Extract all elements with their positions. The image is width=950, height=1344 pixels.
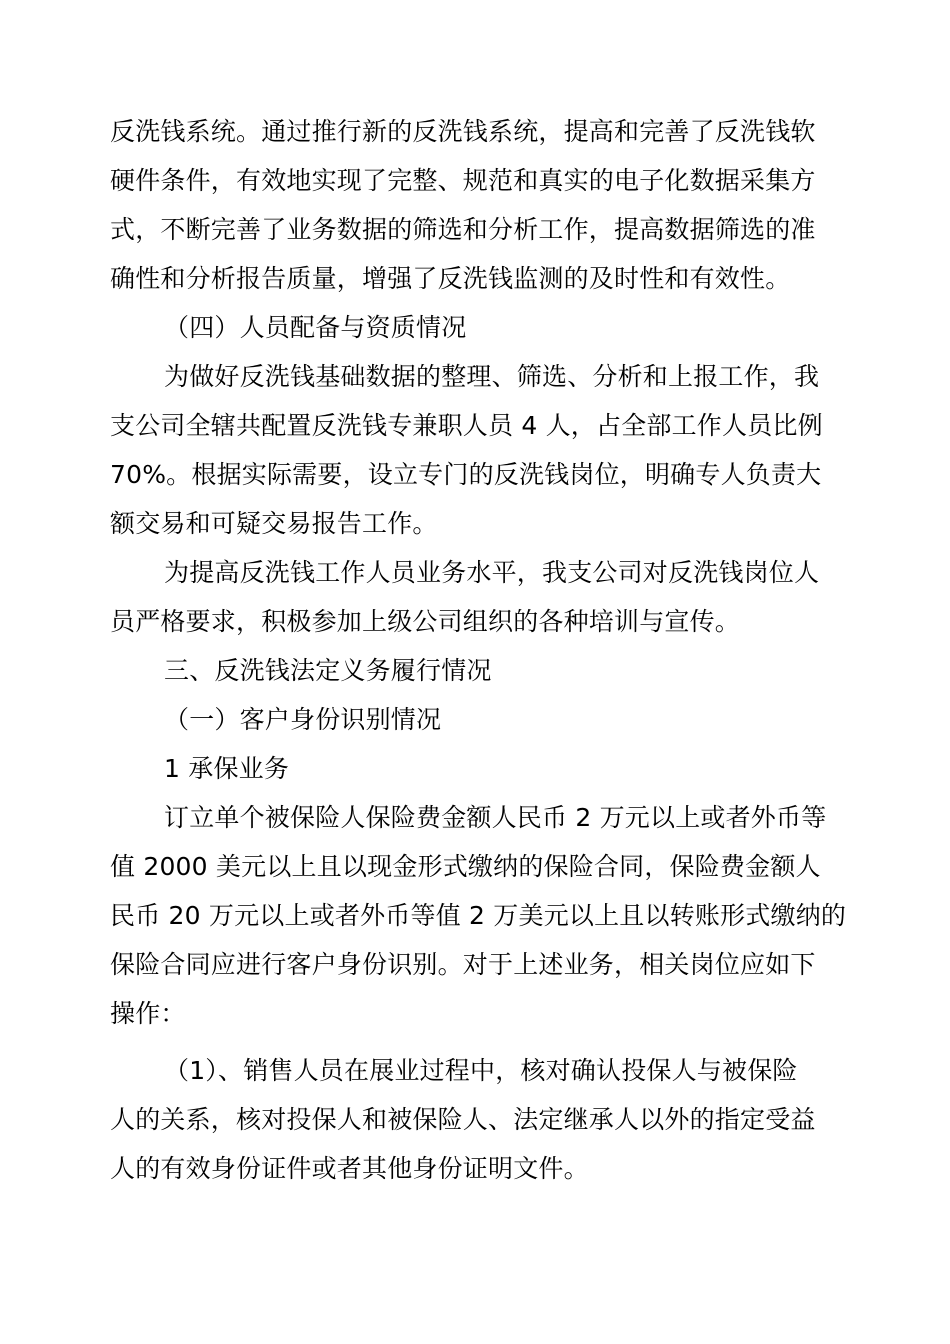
paragraph-line: 硬件条件，有效地实现了完整、规范和真实的电子化数据采集方 <box>110 166 816 195</box>
paragraph-line: 保险合同应进行客户身份识别。对于上述业务，相关岗位应如下 <box>110 950 816 979</box>
paragraph-line: 70%。根据实际需要，设立专门的反洗钱岗位，明确专人负责大 <box>110 460 822 489</box>
paragraph-line: 订立单个被保险人保险费金额人民币 2 万元以上或者外币等 <box>164 803 827 832</box>
section-heading: （四）人员配备与资质情况 <box>164 313 467 342</box>
section-heading: 三、反洗钱法定义务履行情况 <box>164 656 492 685</box>
paragraph-line: 人的有效身份证件或者其他身份证明文件。 <box>110 1154 589 1183</box>
paragraph-line: 值 2000 美元以上且以现金形式缴纳的保险合同，保险费金额人 <box>110 852 821 881</box>
paragraph-line: （1）、销售人员在展业过程中，核对确认投保人与被保险 <box>164 1056 798 1085</box>
paragraph-line: 支公司全辖共配置反洗钱专兼职人员 4 人，占全部工作人员比例 <box>110 411 823 440</box>
paragraph-line: 人的关系，核对投保人和被保险人、法定继承人以外的指定受益 <box>110 1105 816 1134</box>
paragraph-line: 员严格要求，积极参加上级公司组织的各种培训与宣传。 <box>110 607 741 636</box>
paragraph-line: 式，不断完善了业务数据的筛选和分析工作，提高数据筛选的准 <box>110 215 816 244</box>
subsection-heading: （一）客户身份识别情况 <box>164 705 442 734</box>
paragraph-line: 反洗钱系统。通过推行新的反洗钱系统，提高和完善了反洗钱软 <box>110 117 816 146</box>
paragraph-line: 为提高反洗钱工作人员业务水平，我支公司对反洗钱岗位人 <box>164 558 820 587</box>
paragraph-line: 额交易和可疑交易报告工作。 <box>110 509 438 538</box>
paragraph-line: 为做好反洗钱基础数据的整理、筛选、分析和上报工作，我 <box>164 362 820 391</box>
paragraph-line: 确性和分析报告质量，增强了反洗钱监测的及时性和有效性。 <box>110 264 791 293</box>
paragraph-line: 民币 20 万元以上或者外币等值 2 万美元以上且以转账形式缴纳的 <box>110 901 847 930</box>
subsection-heading: 1 承保业务 <box>164 754 290 783</box>
paragraph-line: 操作： <box>110 999 186 1028</box>
